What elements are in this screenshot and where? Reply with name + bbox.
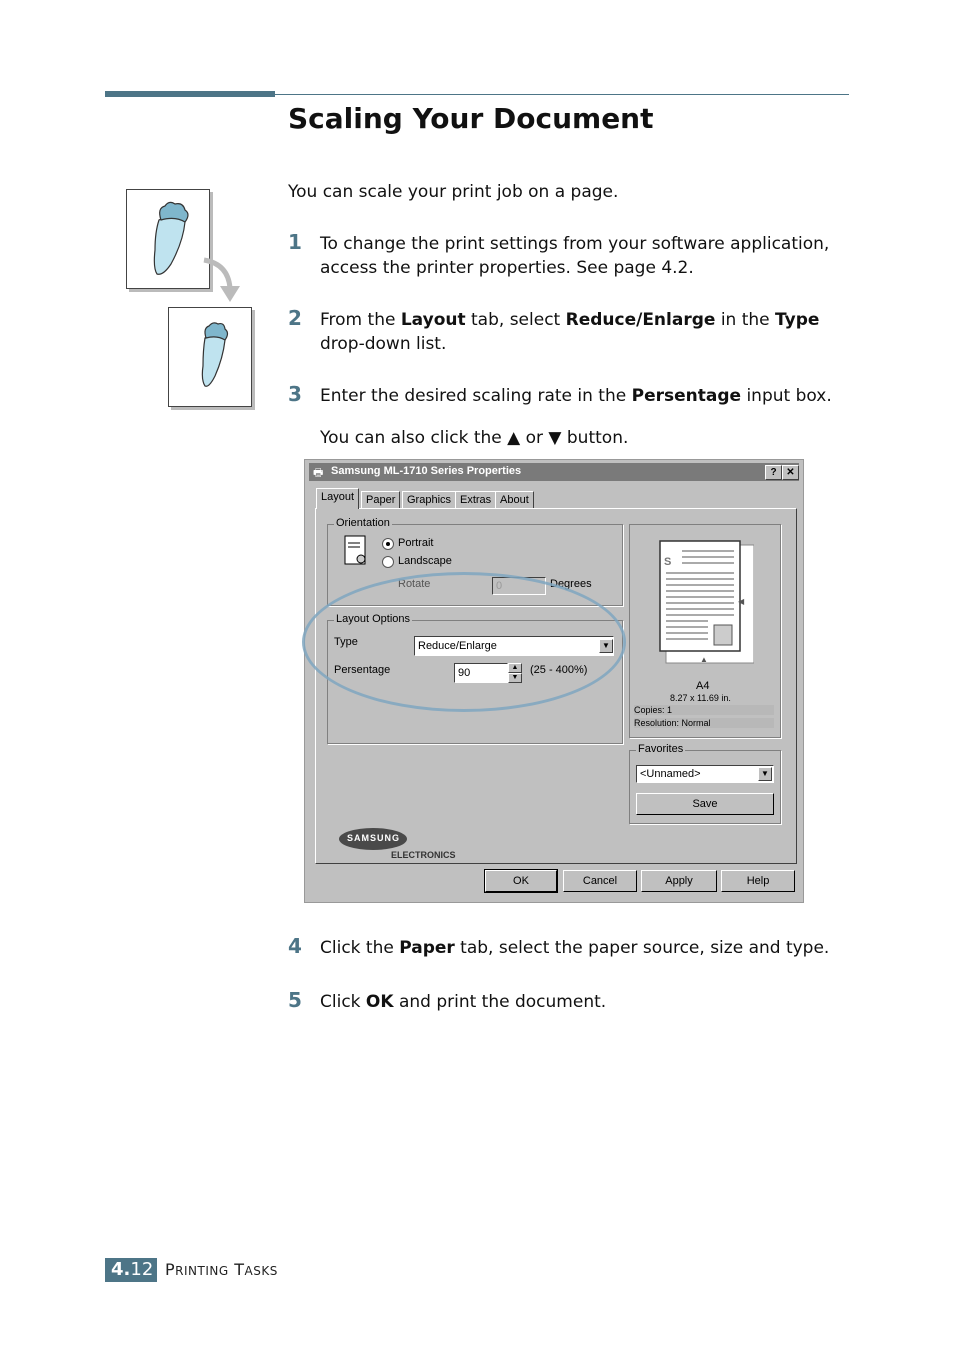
portrait-label: Portrait	[398, 537, 434, 549]
page-number-badge: 4.12	[105, 1258, 157, 1282]
highlight-ellipse	[302, 572, 626, 712]
tab-layout[interactable]: Layout	[316, 488, 359, 509]
spin-up-button[interactable]: ▲	[508, 663, 522, 673]
help-button[interactable]: Help	[721, 870, 795, 892]
triangle-left-icon: ◀	[738, 597, 745, 606]
favorites-group	[629, 743, 781, 824]
percentage-input[interactable]: 90	[454, 663, 508, 683]
copies-info: Copies: 1	[634, 705, 774, 715]
tab-extras[interactable]: Extras	[455, 491, 496, 508]
header-rule-thick	[105, 91, 275, 97]
intro-text: You can scale your print job on a page.	[288, 182, 619, 202]
preview-panel	[629, 524, 781, 738]
landscape-label: Landscape	[398, 555, 452, 567]
favorites-select[interactable]: <Unnamed>	[636, 765, 774, 783]
samsung-logo	[339, 828, 407, 850]
step-number: 3	[288, 382, 302, 406]
degrees-label: Degrees	[550, 578, 592, 590]
step-number: 2	[288, 306, 302, 330]
triangle-up-icon: ▲	[700, 655, 708, 664]
help-title-button[interactable]: ?	[765, 465, 782, 480]
cancel-button[interactable]: Cancel	[563, 870, 637, 892]
favorites-label: Favorites	[638, 743, 684, 755]
tab-graphics[interactable]: Graphics	[402, 491, 456, 508]
printer-properties-dialog	[304, 459, 804, 903]
percentage-label: Persentage	[334, 664, 391, 676]
chevron-down-icon[interactable]: ▼	[599, 639, 613, 653]
step-text: Enter the desired scaling rate in the Persentage input box.	[320, 386, 832, 406]
carrot-icon	[169, 308, 251, 406]
save-button[interactable]: Save	[636, 793, 774, 815]
dialog-title: Samsung ML-1710 Series Properties	[331, 465, 522, 477]
step-number: 1	[288, 230, 302, 254]
apply-button[interactable]: Apply	[641, 870, 717, 892]
paper-dimensions: 8.27 x 11.69 in.	[670, 693, 731, 703]
landscape-radio[interactable]	[382, 556, 394, 568]
ok-button[interactable]: OK	[485, 870, 557, 892]
svg-text:S: S	[664, 556, 672, 568]
step-text: From the Layout tab, select Reduce/Enlarge in the Type drop-down list.	[320, 310, 820, 354]
scaled-page-thumbnail	[168, 307, 252, 407]
page-orientation-icon	[344, 535, 370, 567]
logo-text: SAMSUNG	[347, 833, 401, 843]
step-text: To change the print settings from your software application, access the printer properties. See page 4.2.	[320, 234, 830, 278]
step-text: Click the Paper tab, select the paper source, size and type.	[320, 938, 830, 958]
arrow-icon	[198, 256, 248, 306]
page-title: Scaling Your Document	[288, 102, 654, 135]
tab-paper[interactable]: Paper	[361, 491, 400, 508]
layout-options-label: Layout Options	[336, 613, 410, 625]
logo-subtext: ELECTRONICS	[391, 850, 456, 860]
orientation-label: Orientation	[336, 517, 390, 529]
dialog-titlebar	[309, 463, 799, 481]
header-rule-thin	[275, 94, 849, 95]
step-text: Click OK and print the document.	[320, 992, 607, 1012]
tab-about[interactable]: About	[495, 491, 534, 508]
spin-down-button[interactable]: ▼	[508, 673, 522, 683]
type-label: Type	[334, 636, 358, 648]
step-number: 4	[288, 934, 302, 958]
percentage-range: (25 - 400%)	[530, 664, 588, 676]
portrait-radio[interactable]	[382, 538, 394, 550]
section-name: PRINTING TASKS	[165, 1260, 278, 1279]
close-icon[interactable]: ✕	[782, 465, 799, 480]
paper-size-label: A4	[696, 680, 710, 692]
step-note: You can also click the ▲ or ▼ button.	[320, 428, 629, 448]
type-select[interactable]: Reduce/Enlarge	[414, 636, 614, 656]
chevron-down-icon[interactable]: ▼	[758, 767, 772, 781]
resolution-info: Resolution: Normal	[634, 718, 774, 728]
rotate-label: Rotate	[398, 578, 431, 590]
printer-icon: 🖶	[313, 467, 324, 479]
step-number: 5	[288, 988, 302, 1012]
rotate-input[interactable]: 0	[492, 577, 546, 595]
carrot-icon	[127, 190, 209, 288]
